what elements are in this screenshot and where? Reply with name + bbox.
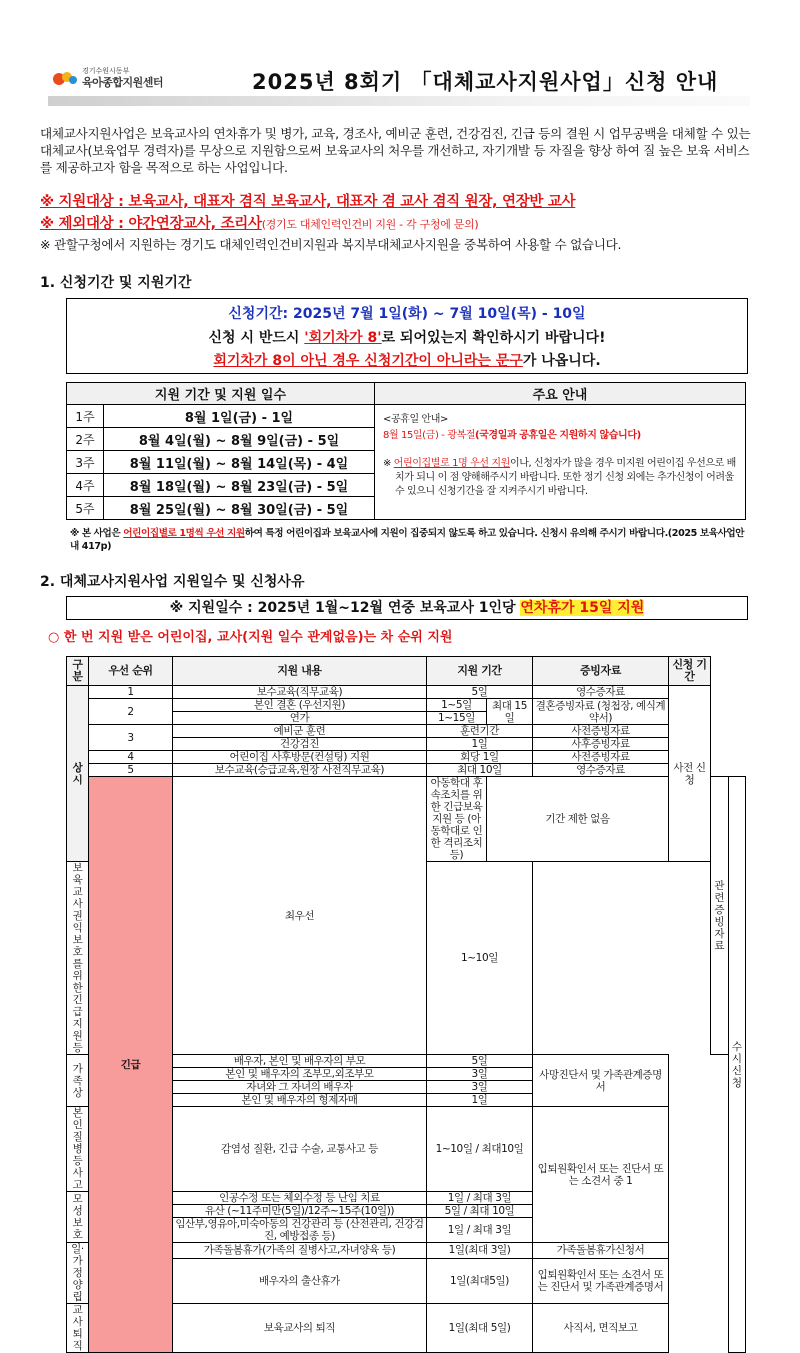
- round-warning: [67, 350, 747, 370]
- content-cell: 인공수정 또는 체외수정 등 난임 치료: [173, 1192, 427, 1205]
- col-header-category: 구분: [67, 657, 89, 686]
- check-text-c: 로 되어있는지 확인하시기 바랍니다!: [381, 330, 606, 346]
- period-cell: 기간 제한 없음: [487, 777, 669, 862]
- table-row: [67, 699, 746, 712]
- table-row: [67, 764, 746, 777]
- holiday-line: [383, 429, 739, 443]
- page-title: 2025년 8회기 「대체교사지원사업」신청 안내: [252, 70, 719, 94]
- days-highlight: 연차휴가 15일 지원: [520, 600, 645, 616]
- content-cell: 보수교육(직무교육): [173, 686, 427, 699]
- priority-notice: [383, 457, 739, 499]
- footnote-b: 어린이집별로 1명씩 우선 지원: [123, 528, 245, 539]
- rank-cell: 모성보호: [67, 1192, 89, 1243]
- week-label: 2주: [67, 428, 104, 451]
- priority-c: 이나, 신청자가 많을 경우 미지원 어린이집 우선으로 배치가 되니 이 점 양해해주시기 바랍니다. 또한 정기 신청 외에는 추가신청이 어려울 수 있으니 신청기간을 잘 지켜주시기 바랍니다.: [395, 458, 736, 497]
- repeat-support-note: ○ 한 번 지원 받은 어린이집, 교사(지원 일수 관계없음)는 차 순위 지원: [48, 630, 453, 645]
- category-emergency: 긴급: [89, 777, 173, 1353]
- col-header-rank: 우선 순위: [89, 657, 173, 686]
- content-cell: 본인 및 배우자의 조부모,외조부모: [173, 1068, 427, 1081]
- period-cell: 회당 1일: [427, 751, 533, 764]
- rank-cell: 가족상: [67, 1055, 89, 1107]
- table-row: [67, 686, 746, 699]
- rank-cell: 2: [89, 699, 173, 725]
- intro-paragraph: 대체교사지원사업은 보육교사의 연차휴가 및 병가, 교육, 경조사, 예비군 훈련, 건강검진, 긴급 등의 결원 시 업무공백을 대체할 수 있는 대체교사(보육업무 경력자)를 무상으로 지원함으로써 보육교사의 처우를 개선하고, 자기개발 등 자질을 향상 하여 질 높은 보육 서비스를 제공하고자 함을 목적으로 하는 사업입니다.: [40, 126, 751, 175]
- docs-cell: 사망진단서 및 가족관계증명서: [533, 1055, 669, 1107]
- col-header-docs: 증빙자료: [533, 657, 669, 686]
- holiday-note: (국경일과 공휴일은 지원하지 않습니다): [475, 430, 641, 441]
- period-cell: 최대 10일: [427, 764, 533, 777]
- period-cell: 1일(최대5일): [427, 1258, 533, 1303]
- holiday-title: <공휴일 안내>: [383, 414, 449, 425]
- excluded-text: ※ 제외대상 : 야간연장교사, 조리사: [40, 216, 262, 232]
- rank-cell: 3: [89, 725, 173, 751]
- week-range: 8월 4일(월) ~ 8월 9일(금) - 5일: [104, 428, 375, 451]
- docs-cell: 영수증자료: [533, 686, 669, 699]
- section2-heading: 2. 대체교사지원사업 지원일수 및 신청사유: [40, 574, 305, 590]
- footnote-a: ※ 본 사업은: [70, 528, 124, 539]
- week-range: 8월 25일(월) ~ 8월 30일(금) - 5일: [104, 497, 375, 520]
- content-cell: 연가: [173, 712, 427, 725]
- priority-a: ※: [383, 458, 394, 469]
- period-cell: 3일: [427, 1068, 533, 1081]
- content-cell: 건강검진: [173, 738, 427, 751]
- duplicate-note: ※ 관할구청에서 지원하는 경기도 대체인력인건비지원과 복지부대체교사지원을 중복하여 사용할 수 없습니다.: [40, 237, 622, 252]
- center-logo-icon: [52, 68, 78, 88]
- content-cell: 가족돌봄휴가(가족의 질병사고,자녀양육 등): [173, 1243, 427, 1259]
- content-cell: 보육교사 권익보호를 위한 긴급지원 등: [67, 862, 89, 1055]
- table-row: [67, 725, 746, 738]
- col-header-content: 지원 내용: [173, 657, 427, 686]
- col-header-period: 지원 기간: [427, 657, 533, 686]
- table-row: [67, 777, 746, 862]
- col-header-apply: 신청 기간: [669, 657, 711, 686]
- period-cell: 1일: [427, 1094, 533, 1107]
- period-cell: 1일(최대 3일): [427, 1243, 533, 1259]
- week-label: 1주: [67, 405, 104, 428]
- content-cell: 감염성 질환, 긴급 수술, 교통사고 등: [173, 1107, 427, 1192]
- application-period: 신청기간: 2025년 7월 1일(화) ~ 7월 10일(목) - 10일: [228, 306, 586, 322]
- docs-cell: 사전증빙자료: [533, 751, 669, 764]
- round-check-notice: [67, 327, 747, 347]
- rank-cell: 5: [89, 764, 173, 777]
- title-underline-bar: [48, 96, 750, 106]
- period-cell: 5일 / 최대 10일: [427, 1205, 533, 1218]
- footnote-c: 하여 특정 어린이집과 보육교사에 지원이 집중되지 않도록 하고 있습니다. 신청시 유의해 주시기 바랍니다.(2025 보육사업안내 417p): [70, 528, 745, 552]
- period-cell: 1~10일: [427, 862, 533, 1055]
- week-range: 8월 11일(월) ~ 8월 14일(목) - 4일: [104, 451, 375, 474]
- excluded-eligibility: [40, 212, 478, 233]
- support-days-box: [66, 596, 748, 620]
- target-text: ※ 지원대상 : 보육교사, 대표자 겸직 보육교사, 대표자 겸 교사 겸직 원장, 연장반 교사: [40, 194, 576, 210]
- content-cell: 본인 및 배우자의 형제자매: [173, 1094, 427, 1107]
- schedule-footnote: [70, 527, 750, 553]
- content-cell: 어린이집 사후방문(컨설팅) 지원: [173, 751, 427, 764]
- period-cell: 3일: [427, 1081, 533, 1094]
- week-label: 4주: [67, 474, 104, 497]
- application-period-box: [66, 298, 748, 374]
- rank-cell: 최우선: [173, 777, 427, 1055]
- docs-cell: 영수증자료: [533, 764, 669, 777]
- days-text-a: ※ 지원일수 : 2025년 1월~12월 연중 보육교사 1인당: [169, 600, 521, 616]
- check-text-b: '회기차가 8': [304, 330, 382, 346]
- schedule-header-info: 주요 안내: [375, 383, 746, 405]
- period-cell: 5일: [427, 686, 533, 699]
- warn-text-b: 가 나옵니다.: [522, 353, 601, 369]
- docs-cell: 사직서, 면직보고: [533, 1304, 669, 1353]
- docs-cell: 사후증빙자료: [533, 738, 669, 751]
- support-table: [66, 656, 746, 1353]
- content-cell: 아동학대 후속조치를 위한 긴급보육 지원 등 (아동학대로 인한 격리조치 등): [427, 777, 487, 862]
- week-range: 8월 1일(금) - 1일: [104, 405, 375, 428]
- docs-cell: 사전증빙자료: [533, 725, 669, 738]
- schedule-table: [66, 382, 746, 520]
- check-text-a: 신청 시 반드시: [208, 330, 305, 346]
- rank-cell: 교사퇴직: [67, 1304, 89, 1353]
- apply-emergency: 수시 신청: [728, 777, 746, 1353]
- content-cell: 보육교사의 퇴직: [173, 1304, 427, 1353]
- week-label: 3주: [67, 451, 104, 474]
- docs-cell: 가족돌봄휴가신청서: [533, 1243, 669, 1259]
- period-cell: 1~15일: [427, 712, 487, 725]
- week-range: 8월 18일(월) ~ 8월 23일(금) - 5일: [104, 474, 375, 497]
- period-cell: 훈련기간: [427, 725, 533, 738]
- docs-cell: 입퇴원확인서 또는 소견서 또는 진단서 및 가족관계증명서: [533, 1258, 669, 1303]
- apply-regular: 사전 신청: [669, 686, 711, 862]
- week-label: 5주: [67, 497, 104, 520]
- schedule-info-cell: [375, 405, 746, 520]
- rank-cell: 본인 질병 등 사고: [67, 1107, 89, 1192]
- period-cell: 1일 / 최대 3일: [427, 1218, 533, 1243]
- period-cell: 1일: [427, 738, 533, 751]
- priority-b: 어린이집별로 1명 우선 지원: [393, 458, 510, 469]
- section1-heading: 1. 신청기간 및 지원기간: [40, 275, 192, 291]
- content-cell: 자녀와 그 자녀의 배우자: [173, 1081, 427, 1094]
- period-cell: 1일(최대 5일): [427, 1304, 533, 1353]
- content-cell: 유산 (~11주미만(5일)/12주~15주(10일)): [173, 1205, 427, 1218]
- rank-cell: 4: [89, 751, 173, 764]
- table-row: [67, 405, 746, 428]
- period-max-cell: 최대 15일: [487, 699, 533, 725]
- rank-cell: 1: [89, 686, 173, 699]
- category-regular: 상시: [67, 686, 89, 862]
- content-cell: 임산부,영유아,미숙아동의 건강관리 등 (산전관리, 건강검진, 예방접종 등): [173, 1218, 427, 1243]
- content-cell: 예비군 훈련: [173, 725, 427, 738]
- target-eligibility: [40, 190, 575, 211]
- period-cell: 1~10일 / 최대10일: [427, 1107, 533, 1192]
- rank-cell: 일·가정양립: [67, 1243, 89, 1304]
- content-cell: 배우자의 출산휴가: [173, 1258, 427, 1303]
- period-cell: 1~5일: [427, 699, 487, 712]
- center-logo: [52, 64, 232, 92]
- content-cell: 배우자, 본인 및 배우자의 부모: [173, 1055, 427, 1068]
- schedule-header-period: 지원 기간 및 지원 일수: [67, 383, 375, 405]
- period-cell: 1일 / 최대 3일: [427, 1192, 533, 1205]
- docs-cell: 관련증빙자료: [711, 777, 729, 1055]
- period-cell: 5일: [427, 1055, 533, 1068]
- content-cell: 본인 결혼 (우선지원): [173, 699, 427, 712]
- docs-cell: 입퇴원확인서 또는 진단서 또는 소견서 중 1: [533, 1107, 669, 1243]
- excluded-note: (경기도 대체인력인건비 지원 - 각 구청에 문의): [261, 218, 479, 231]
- docs-cell: 결혼증빙자료 (청첩장, 예식계약서): [533, 699, 669, 725]
- org-line1: 경기수원시동부: [82, 67, 130, 75]
- warn-text-a: 회기차가 8이 아닌 경우 신청기간이 아니라는 문구: [213, 353, 523, 369]
- table-row: [67, 751, 746, 764]
- org-name: 육아종합지원센터: [82, 76, 164, 89]
- holiday-text: 8월 15일(금) - 광복절: [383, 430, 475, 441]
- content-cell: 보수교육(승급교육,원장 사전직무교육): [173, 764, 427, 777]
